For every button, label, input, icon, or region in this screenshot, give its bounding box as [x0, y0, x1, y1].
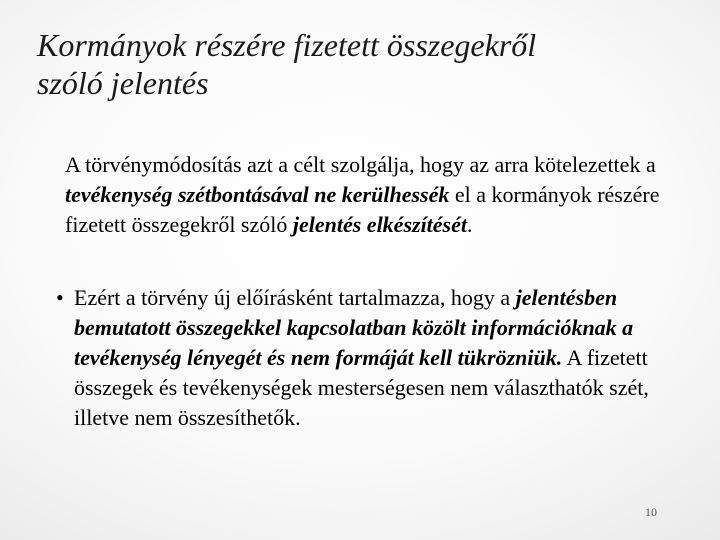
bullet-text: [74, 283, 686, 433]
title-line-2: szóló jelentés: [37, 65, 209, 101]
bullet-text-1: Ezért a törvény új előírásként tartalmazza, hogy a: [74, 285, 516, 310]
bullet-emphasis: jelentésben bemutatott összegekkel kapcsolatban közölt információknak a tevékenység lényegét és nem formáját kell tükrözniük.: [74, 285, 634, 370]
title-line-1: Kormányok részére fizetett összegekről: [37, 27, 537, 63]
bullet-text-2: A fizetett összegek és tevékenységek mesterségesen nem választhatók szét, illetve nem összesíthetők.: [74, 345, 649, 430]
intro-emphasis-2: jelentés elkészítését: [292, 212, 467, 237]
intro-text-1: A törvénymódosítás azt a célt szolgálja, hogy az arra kötelezettek a: [65, 152, 656, 177]
slide-title: [37, 26, 677, 102]
intro-paragraph: [65, 150, 685, 240]
intro-emphasis-1: tevékenység szétbontásával ne kerülhessék: [65, 182, 450, 207]
bullet-item: [56, 283, 686, 433]
intro-text-2: el a kormányok részére fizetett összegekről szóló: [65, 182, 660, 237]
intro-text-3: .: [467, 212, 473, 237]
bullet-marker: •: [56, 285, 64, 310]
page-number: 10: [645, 505, 657, 519]
